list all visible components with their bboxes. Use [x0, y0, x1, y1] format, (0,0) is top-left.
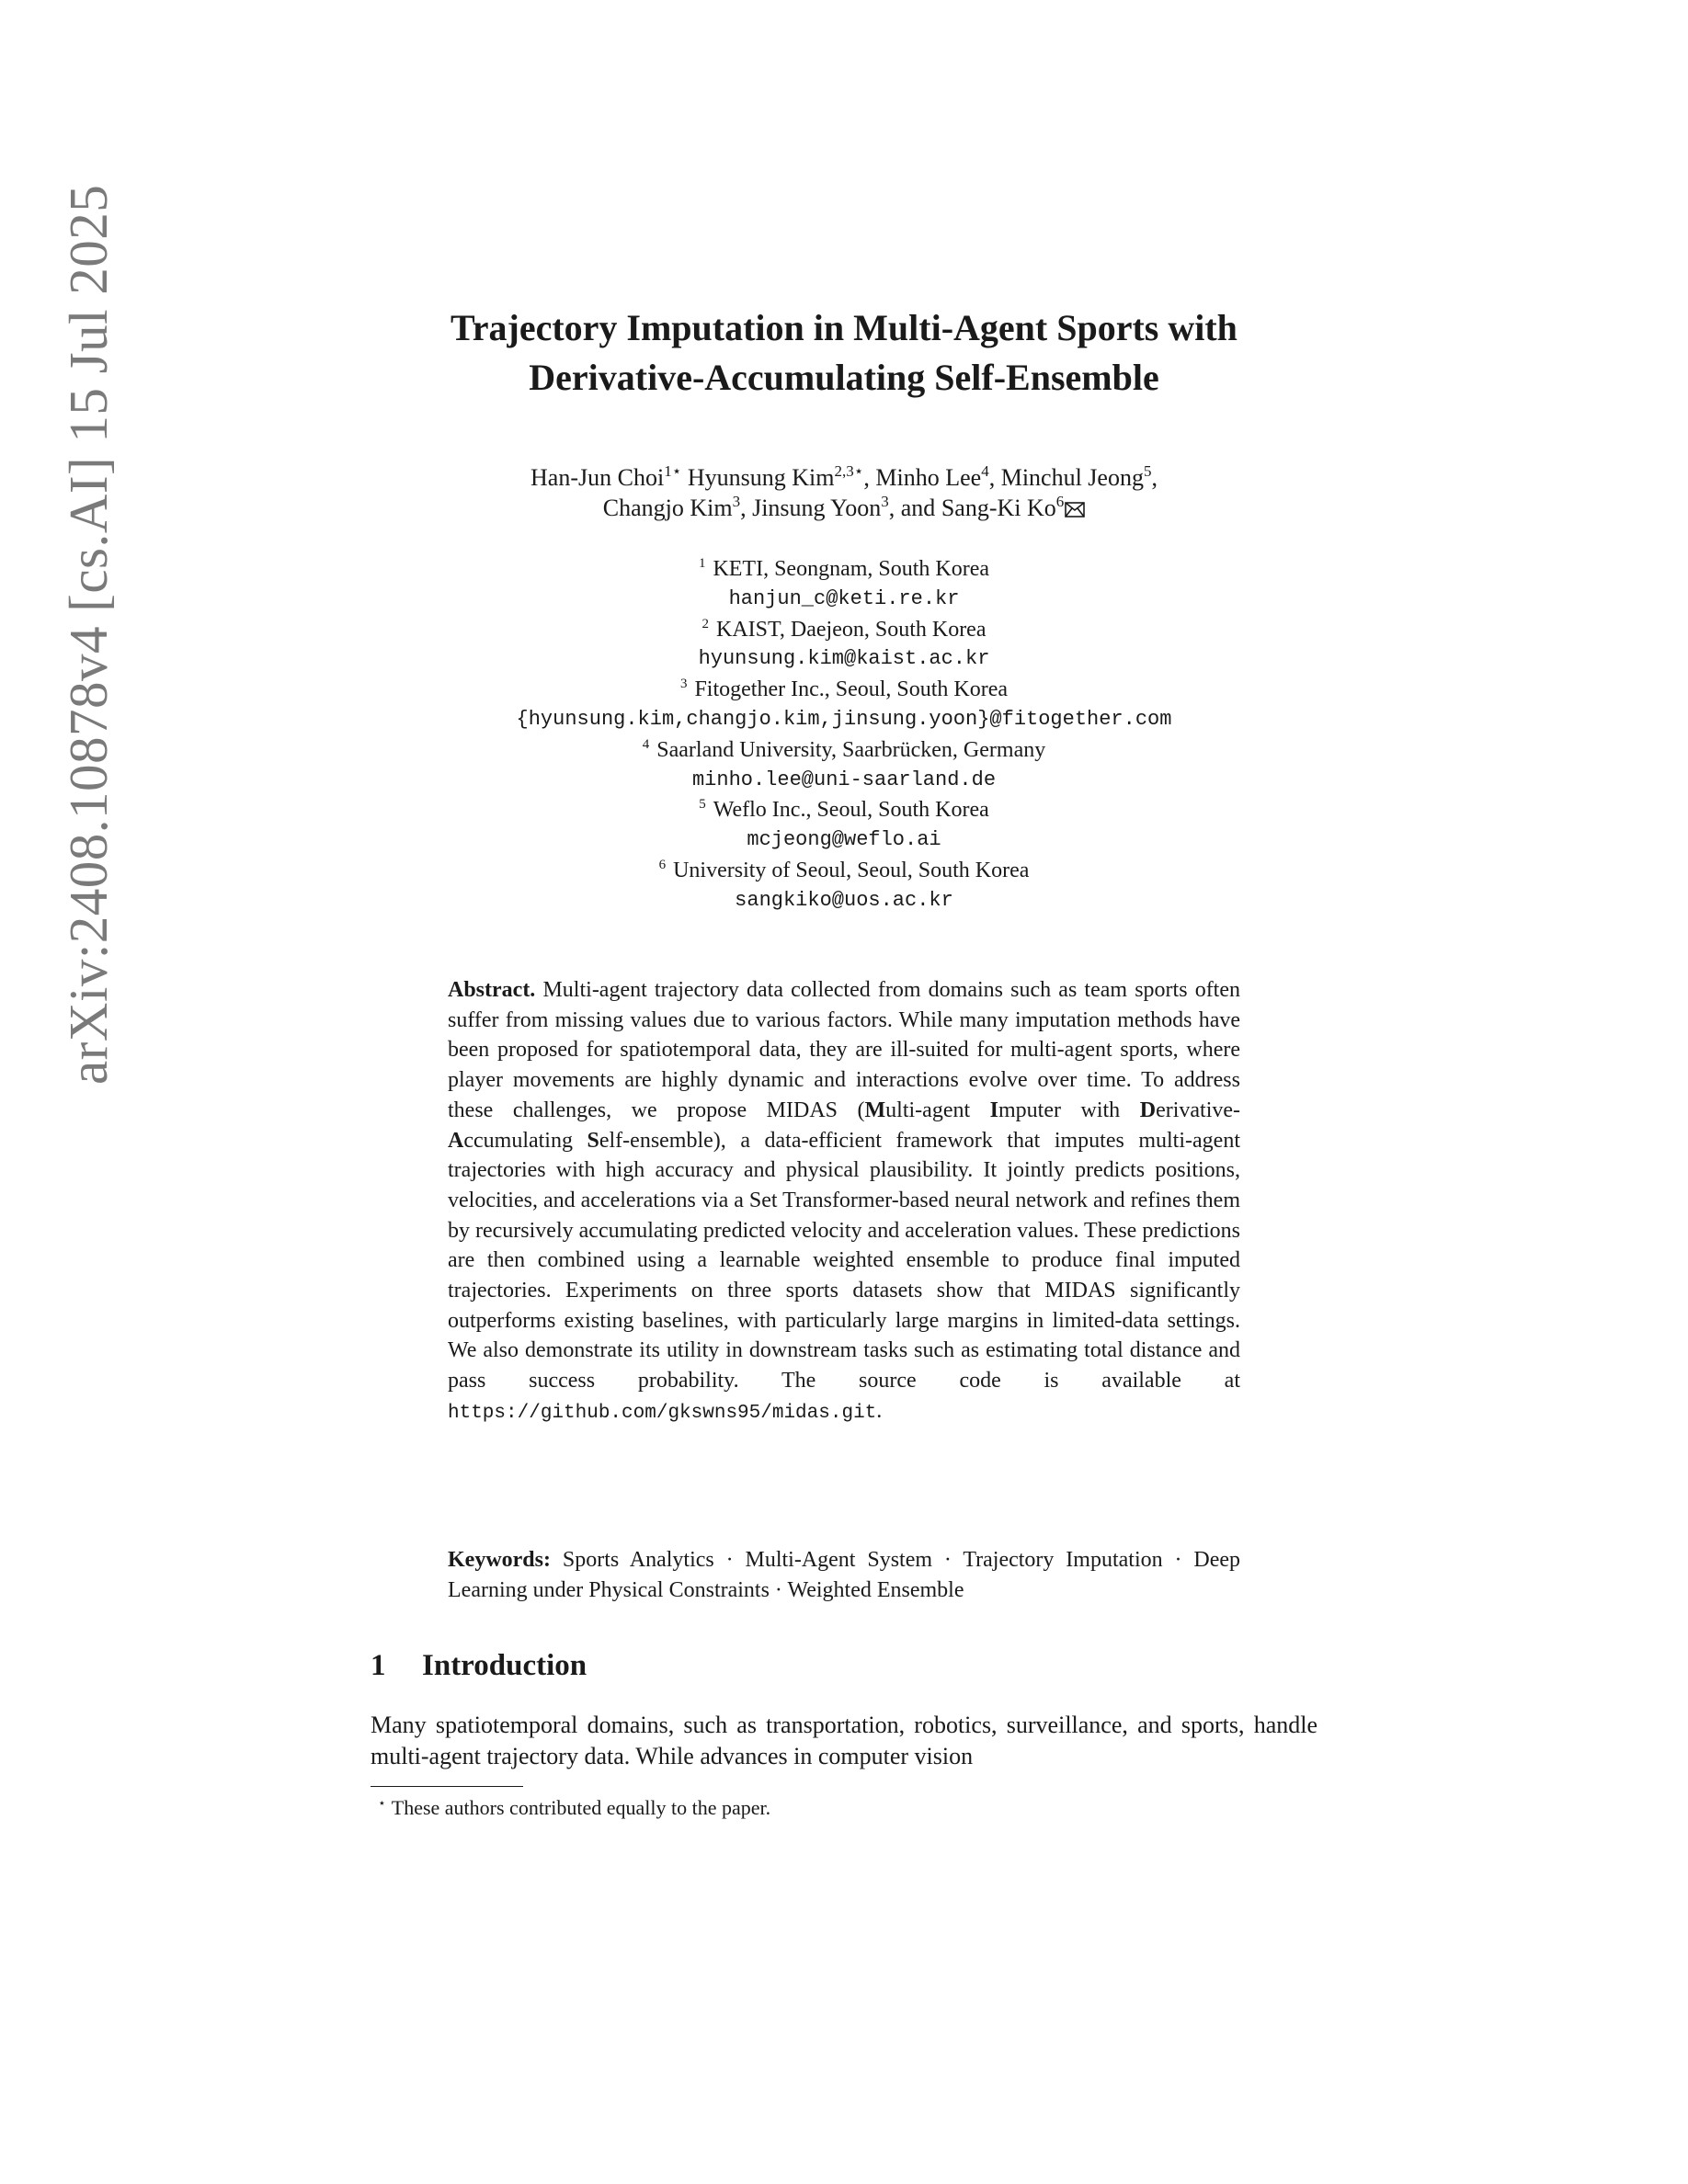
affiliation-number: 3 — [679, 677, 688, 692]
abstract — [448, 975, 1240, 1429]
paper-title — [276, 303, 1412, 403]
section-heading — [371, 1647, 587, 1684]
affiliation-2-email: hyunsung.kim@kaist.ac.kr — [698, 647, 990, 671]
keywords-text: Sports Analytics · Multi-Agent System · Trajectory Imputation · Deep Learning under Physical Constraints · Weighted Ensemble — [448, 1548, 1240, 1602]
abstract-text-part-2: ), a data-efficient framework that imputes multi-agent trajectories with high accuracy and physical plausibility. It jointly predicts positions, velocities, and accelerations via a Set Transformer-based neural network and refines them by recursively accumulating predicted velocity and acceleration values. These predictions are then combined using a learnable weighted ensemble to produce final imputed trajectories. Experiments on three sports datasets show that MIDAS significantly outperforms existing baselines, with particularly large margins in limited-data settings. We also demonstrate its utility in downstream tasks such as estimating total distance and pass success probability. The source code is available at — [448, 1128, 1240, 1393]
affiliation-1-email: hanjun_c@keti.re.kr — [728, 586, 960, 610]
acronym-letter: D — [1139, 1098, 1157, 1122]
affiliation-name: KETI, Seongnam, South Korea — [713, 557, 990, 581]
affiliation-name: Saarland University, Saarbrücken, Germany — [656, 737, 1046, 762]
source-code-link[interactable]: https://github.com/gkswns95/midas.git — [448, 1402, 877, 1424]
affiliation-name: Fitogether Inc., Seoul, South Korea — [694, 677, 1009, 702]
author-name: Changjo Kim — [602, 495, 733, 521]
affiliation-name: Weflo Inc., Seoul, South Korea — [713, 798, 989, 823]
abstract-text-part-1: Multi-agent trajectory data collected from domains such as team sports often suffer from missing values due to various factors. While many imputation methods have been proposed for spatiotemporal data, they are ill-suited for multi-agent sports, where player movements are highly dynamic and interactions evolve over time. To address these challenges, we propose MIDAS ( — [448, 978, 1241, 1122]
author-list — [276, 462, 1412, 523]
affiliation-number: 4 — [642, 736, 650, 752]
affiliation-3 — [276, 675, 1412, 705]
footnote-mark: ⋆ — [378, 1797, 386, 1811]
author-separator: , — [863, 464, 876, 491]
introduction-text: Many spatiotemporal domains, such as transportation, robotics, surveillance, and sports, handle multi-agent trajectory data. While advances in computer vision — [371, 1712, 1317, 1769]
affiliation-list — [276, 554, 1412, 916]
affiliation-4-email: minho.lee@uni-saarland.de — [691, 768, 997, 791]
affiliation-number: 1 — [698, 556, 706, 571]
author-name: Minchul Jeong — [1000, 464, 1144, 491]
arxiv-stamp — [0, 0, 119, 1085]
author-affiliation-mark: 3 — [732, 493, 741, 510]
author-affiliation-mark: 3 — [881, 493, 889, 510]
author-separator: , — [988, 464, 1001, 491]
author-name: Sang-Ki Ko — [941, 495, 1056, 521]
affiliation-number: 2 — [701, 616, 709, 631]
acronym-letter: I — [989, 1098, 999, 1122]
acronym-word: mputer with — [998, 1098, 1140, 1122]
footnote — [371, 1795, 770, 1821]
acronym-letter: S — [587, 1128, 599, 1153]
acronym-letter: A — [448, 1128, 464, 1153]
author-affiliation-mark: 2,3⋆ — [834, 462, 864, 480]
paper-title-line-2: Derivative-Accumulating Self-Ensemble — [529, 357, 1159, 398]
abstract-end: . — [876, 1398, 883, 1423]
author-separator: , — [740, 495, 753, 521]
acronym-word: erivative- — [1156, 1098, 1241, 1122]
acronym-letter: M — [864, 1098, 886, 1122]
abstract-label: Abstract. — [448, 978, 536, 1002]
author-name: Hyunsung Kim — [687, 464, 835, 491]
author-line-1 — [276, 462, 1412, 493]
keywords — [448, 1545, 1240, 1605]
author-affiliation-mark: 1⋆ — [664, 462, 682, 480]
footnote-text: These authors contributed equally to the paper. — [391, 1796, 771, 1819]
arxiv-identifier: arXiv:2408.10878v4 [cs.AI] 15 Jul 2025 — [58, 184, 119, 1085]
affiliation-5 — [276, 795, 1412, 825]
author-affiliation-mark: 4 — [981, 462, 989, 480]
author-line-2 — [276, 493, 1412, 523]
affiliation-number: 6 — [658, 857, 667, 872]
affiliation-number: 5 — [699, 797, 706, 813]
author-separator: , — [1151, 464, 1158, 491]
affiliation-3-email: {hyunsung.kim,changjo.kim,jinsung.yoon}@fitogether.com — [516, 707, 1172, 731]
acronym-word: ulti-agent — [885, 1098, 990, 1122]
affiliation-6-email: sangkiko@uos.ac.kr — [735, 888, 953, 912]
envelope-icon — [1065, 502, 1085, 518]
author-name: Minho Lee — [875, 464, 982, 491]
footnote-divider — [371, 1786, 523, 1787]
affiliation-1 — [276, 554, 1412, 585]
keywords-label: Keywords: — [448, 1548, 551, 1572]
affiliation-name: KAIST, Daejeon, South Korea — [716, 617, 987, 642]
affiliation-name: University of Seoul, Seoul, South Korea — [673, 858, 1030, 882]
paper-title-line-1: Trajectory Imputation in Multi-Agent Sports with — [451, 307, 1237, 348]
acronym-word: ccumulating — [463, 1128, 587, 1153]
section-title: Introduction — [422, 1649, 587, 1682]
author-name: Han-Jun Choi — [530, 464, 665, 491]
author-affiliation-mark: 5 — [1143, 462, 1152, 480]
section-number: 1 — [371, 1649, 386, 1682]
author-affiliation-mark: 6 — [1055, 493, 1065, 510]
author-name: Jinsung Yoon — [752, 495, 882, 521]
affiliation-2 — [276, 615, 1412, 645]
affiliation-4 — [276, 735, 1412, 766]
affiliation-5-email: mcjeong@weflo.ai — [747, 828, 941, 852]
acronym-word: elf-ensemble — [599, 1128, 713, 1153]
author-separator: , and — [888, 495, 941, 521]
affiliation-6 — [276, 856, 1412, 886]
